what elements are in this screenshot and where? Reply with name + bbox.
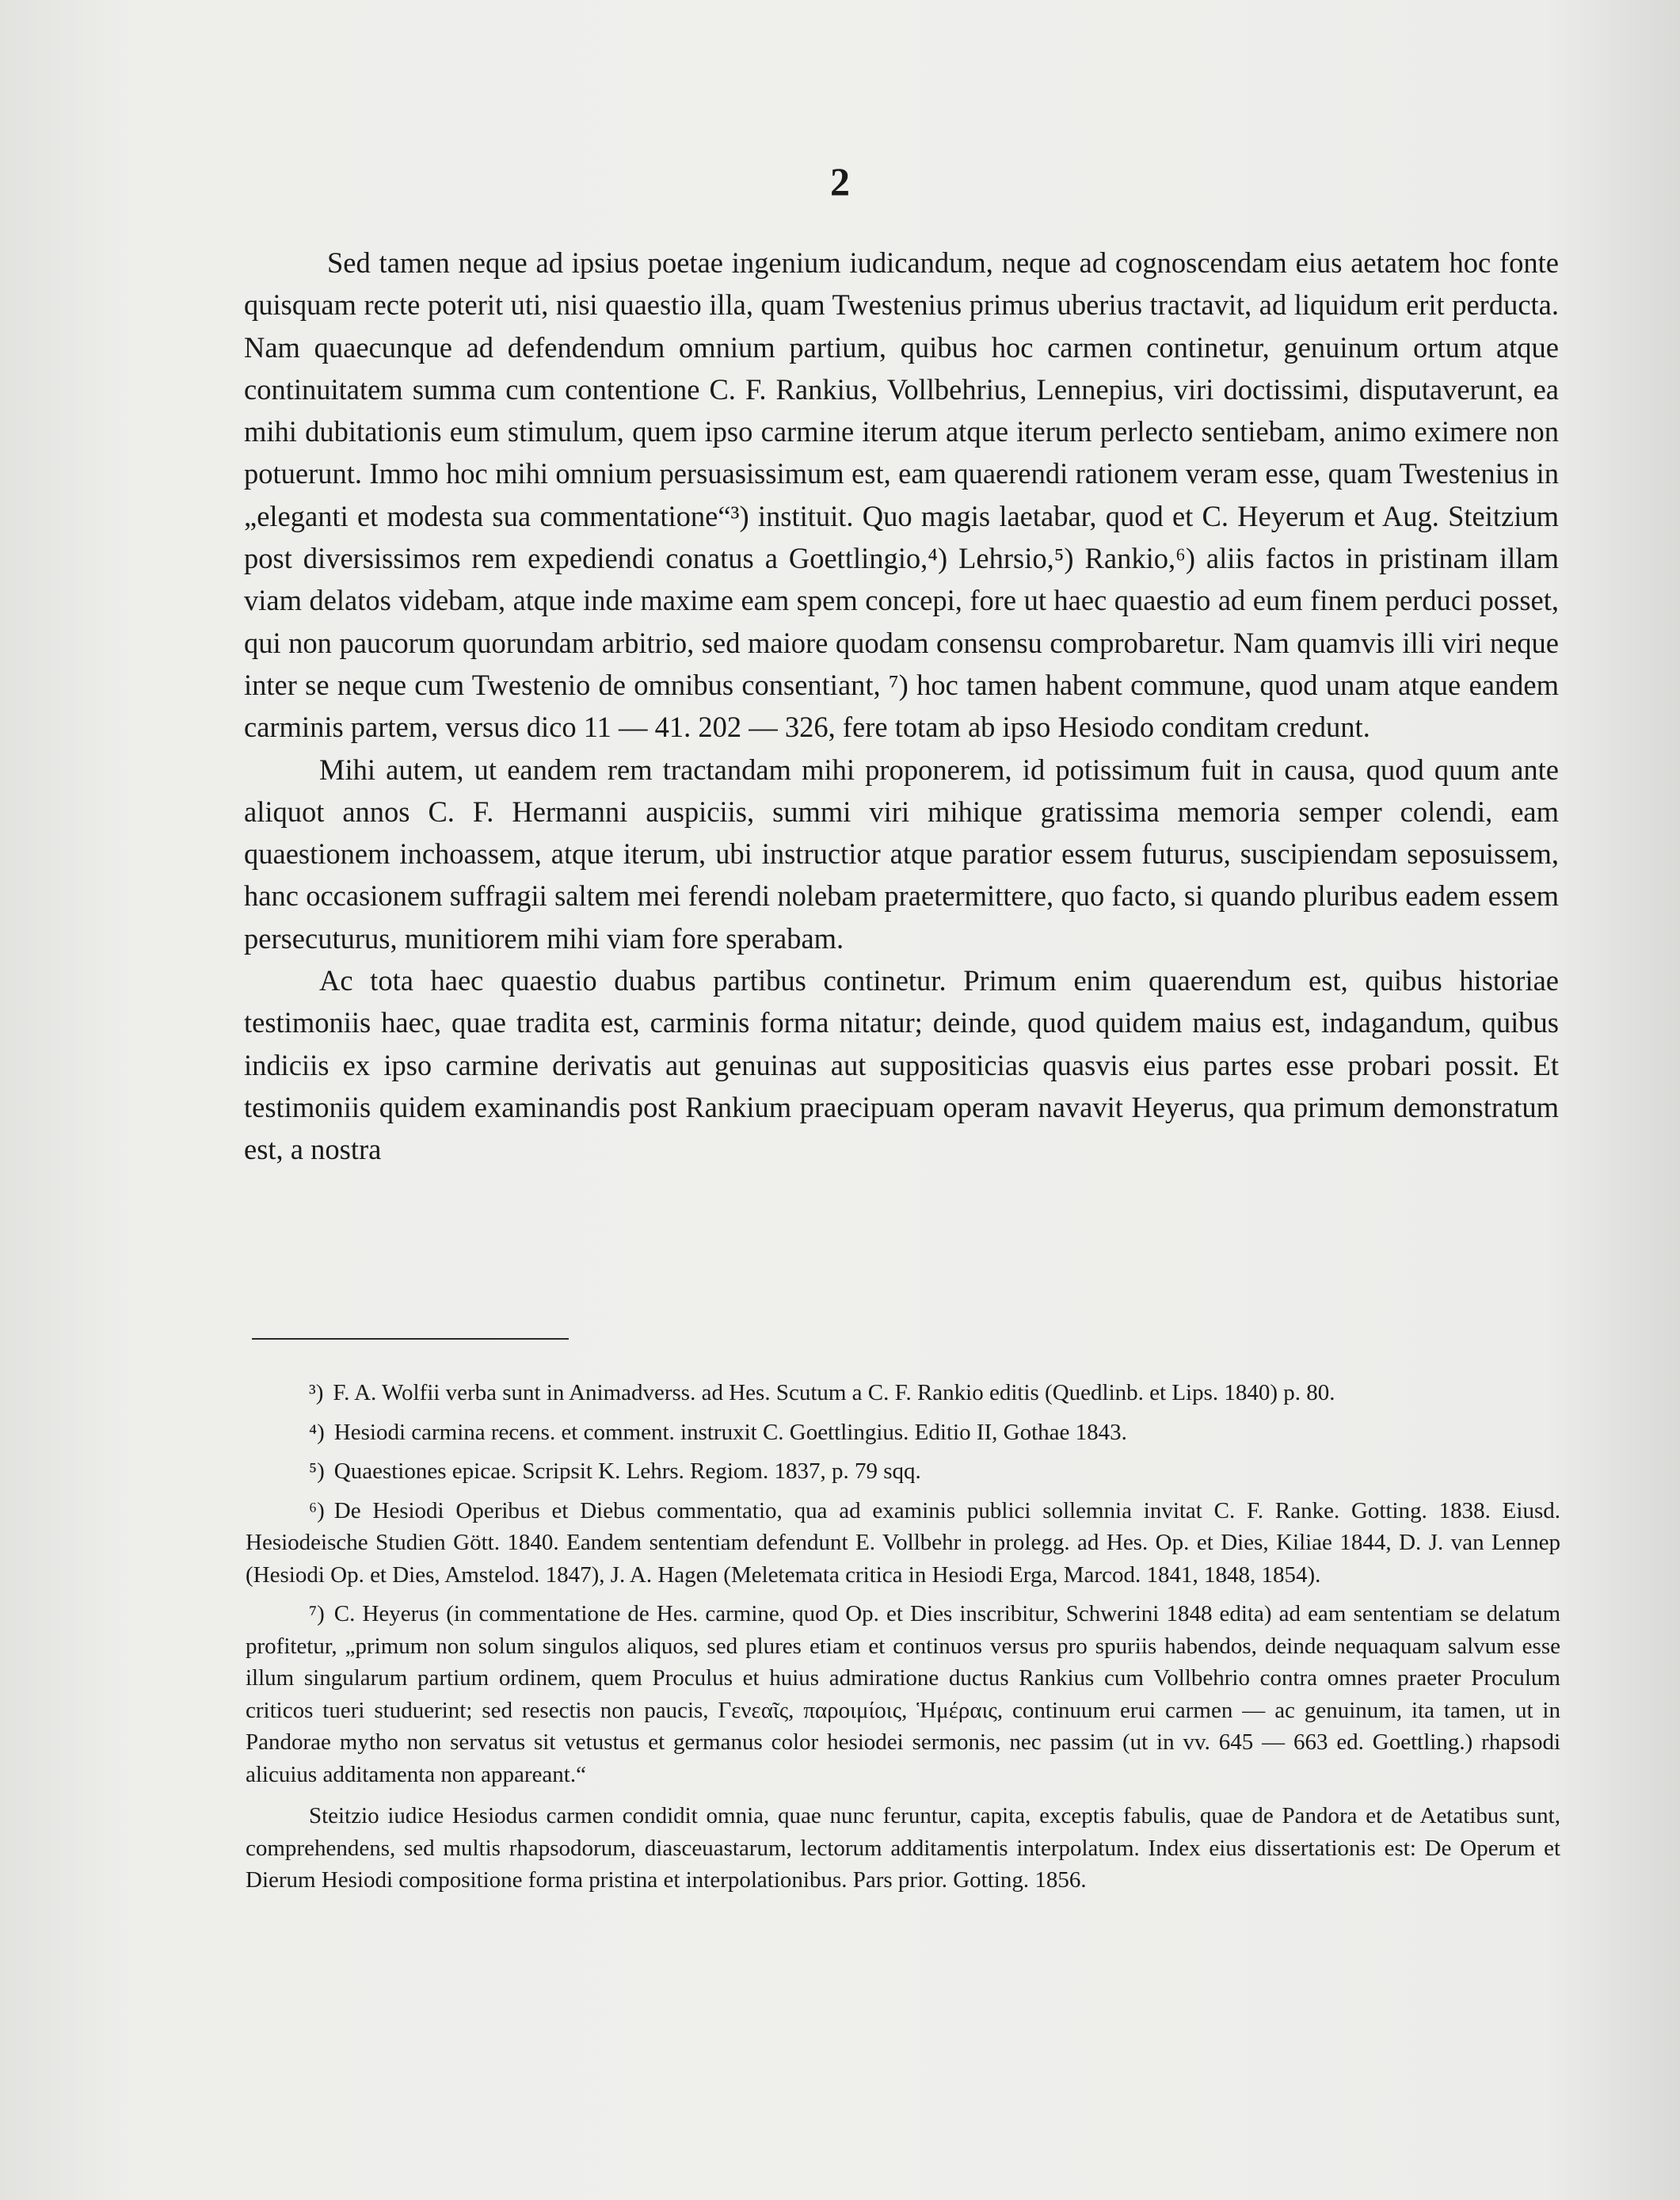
footnote-mark: ⁵) (309, 1458, 325, 1484)
footnote-continuation: Steitzio iudice Hesiodus carmen condidit omnia, quae nunc feruntur, capita, exceptis fabulis, quae de Pandora et de Aetatibus sunt, comprehendens, sed multis rhapsodorum, diasceuastarum, lectorum additamentis interpolatum. Index eius dissertationis est: De Operum et Dierum Hesiodi compositione forma pristina et interpolationibus. Pars prior. Gotting. 1856. (246, 1803, 1560, 1893)
main-text (244, 242, 1559, 1171)
paragraph: Ac tota haec quaestio duabus partibus continetur. Primum enim quaerendum est, quibus historiae testimoniis haec, quae tradita est, carminis forma nitatur; deinde, quod quidem maius est, indagandum, quibus indiciis ex ipso carmine derivatis aut genuinas aut suppositicias quasvis eius partes esse probari possit. Et testimoniis quidem examinandis post Rankium praecipuam operam navavit Heyerus, qua primum demonstratum est, a nostra (244, 964, 1559, 1166)
footnote (246, 1377, 1560, 1409)
footnote-text: Quaestiones epicae. Scripsit K. Lehrs. Regiom. 1837, p. 79 sqq. (333, 1458, 921, 1484)
footnote-mark: ³) (309, 1380, 324, 1405)
footnote (246, 1495, 1560, 1592)
page-number: 2 (830, 159, 850, 204)
footnote-text: Hesiodi carmina recens. et comment. instruxit C. Goettlingius. Editio II, Gothae 1843. (333, 1419, 1127, 1445)
footnote-mark: ⁶) (309, 1497, 325, 1523)
footnote (246, 1598, 1560, 1790)
footnote-text: C. Heyerus (in commentatione de Hes. carmine, quod Op. et Dies inscribitur, Schwerini 1848 edita) ad eam sententiam se delatum profitetur, „primum non solum singulos aliquos, sed plures etiam et continuos versus pro spuriis habendos, deinde nequaquam salvum esse illum singularum partium ordinem, quem Proculus et huius admiratione ductus Rankius cum Vollbehrio contra omnes praeter Proculum criticos tueri studuerint; sed resectis non paucis, Γενεαῖς, παροιμίοις, Ἡμέραις, continuum erui carmen — ac genuinum, ita tamen, ut in Pandorae mytho non servatus sit vetustus et germanus color hesiodei sermonis, nec passim (ut in vv. 645 — 663 ed. Goettling.) rhapsodi alicuius additamenta non appareant.“ (246, 1601, 1560, 1787)
footnote-separator (252, 1338, 569, 1340)
footnotes (246, 1377, 1560, 1897)
footnote-text: F. A. Wolfii verba sunt in Animadverss. ad Hes. Scutum a C. F. Rankio editis (Quedlinb. et Lips. 1840) p. 80. (333, 1380, 1335, 1405)
footnote-mark: ⁷) (309, 1601, 325, 1626)
paragraph: Mihi autem, ut eandem rem tractandam mihi proponerem, id potissimum fuit in causa, quod quum ante aliquot annos C. F. Hermanni auspiciis, summi viri mihique gratissima memoria semper colendi, eam quaestionem inchoassem, atque iterum, ubi instructior atque paratior essem futurus, suscipiendam seposuissem, hanc occasionem suffragii saltem mei ferendi nolebam praetermittere, quo facto, si quando pluribus eadem essem persecuturus, munitiorem mihi viam fore sperabam. (244, 753, 1559, 955)
paragraph: Sed tamen neque ad ipsius poetae ingenium iudicandum, neque ad cognoscendam eius aetatem hoc fonte quisquam recte poterit uti, nisi quaestio illa, quam Twestenius primus uberius tractavit, ad liquidum erit perducta. Nam quaecunque ad defendendum omnium partium, quibus hoc carmen continetur, genuinum ortum atque continuitatem summa cum contentione C. F. Rankius, Vollbehrius, Lennepius, viri doctissimi, disputaverunt, ea mihi dubitationis eum stimulum, quem ipso carmine iterum atque iterum perlecto sentiebam, animo eximere non potuerunt. Immo hoc mihi omnium persuasissimum est, eam quaerendi rationem veram esse, quam Twestenius in „eleganti et modesta sua commentatione“³) instituit. Quo magis laetabar, quod et C. Heyerum et Aug. Steitzium post diversissimos rem expediendi conatus a Goettlingio,⁴) Lehrsio,⁵) Rankio,⁶) aliis factos in pristinam illam viam delatos videbam, atque inde maxime eam spem concepi, fore ut haec quaestio ad eum finem perduci posset, qui non paucorum quorundam arbitrio, sed maiore quodam consensu comprobaretur. Nam quamvis illi viri neque inter se neque cum Twestenio de omnibus consentiant, ⁷) hoc tamen habent commune, quod unam atque eandem carminis partem, versus dico 11 — 41. 202 — 326, fere totam ab ipso Hesiodo conditam credunt. (244, 246, 1559, 744)
footnote (246, 1416, 1560, 1449)
footnote (246, 1455, 1560, 1488)
footnote-mark: ⁴) (309, 1419, 325, 1445)
footnote-text: De Hesiodi Operibus et Diebus commentatio, qua ad examinis publici sollemnia invitat C. F. Ranke. Gotting. 1838. Eiusd. Hesiodeische Studien Gött. 1840. Eandem sententiam defendunt E. Vollbehr in prolegg. ad Hes. Op. et Dies, Kiliae 1844, D. J. van Lennep (Hesiodi Op. et Dies, Amstelod. 1847), J. A. Hagen (Meletemata critica in Hesiodi Erga, Marcod. 1841, 1848, 1854). (246, 1497, 1560, 1588)
